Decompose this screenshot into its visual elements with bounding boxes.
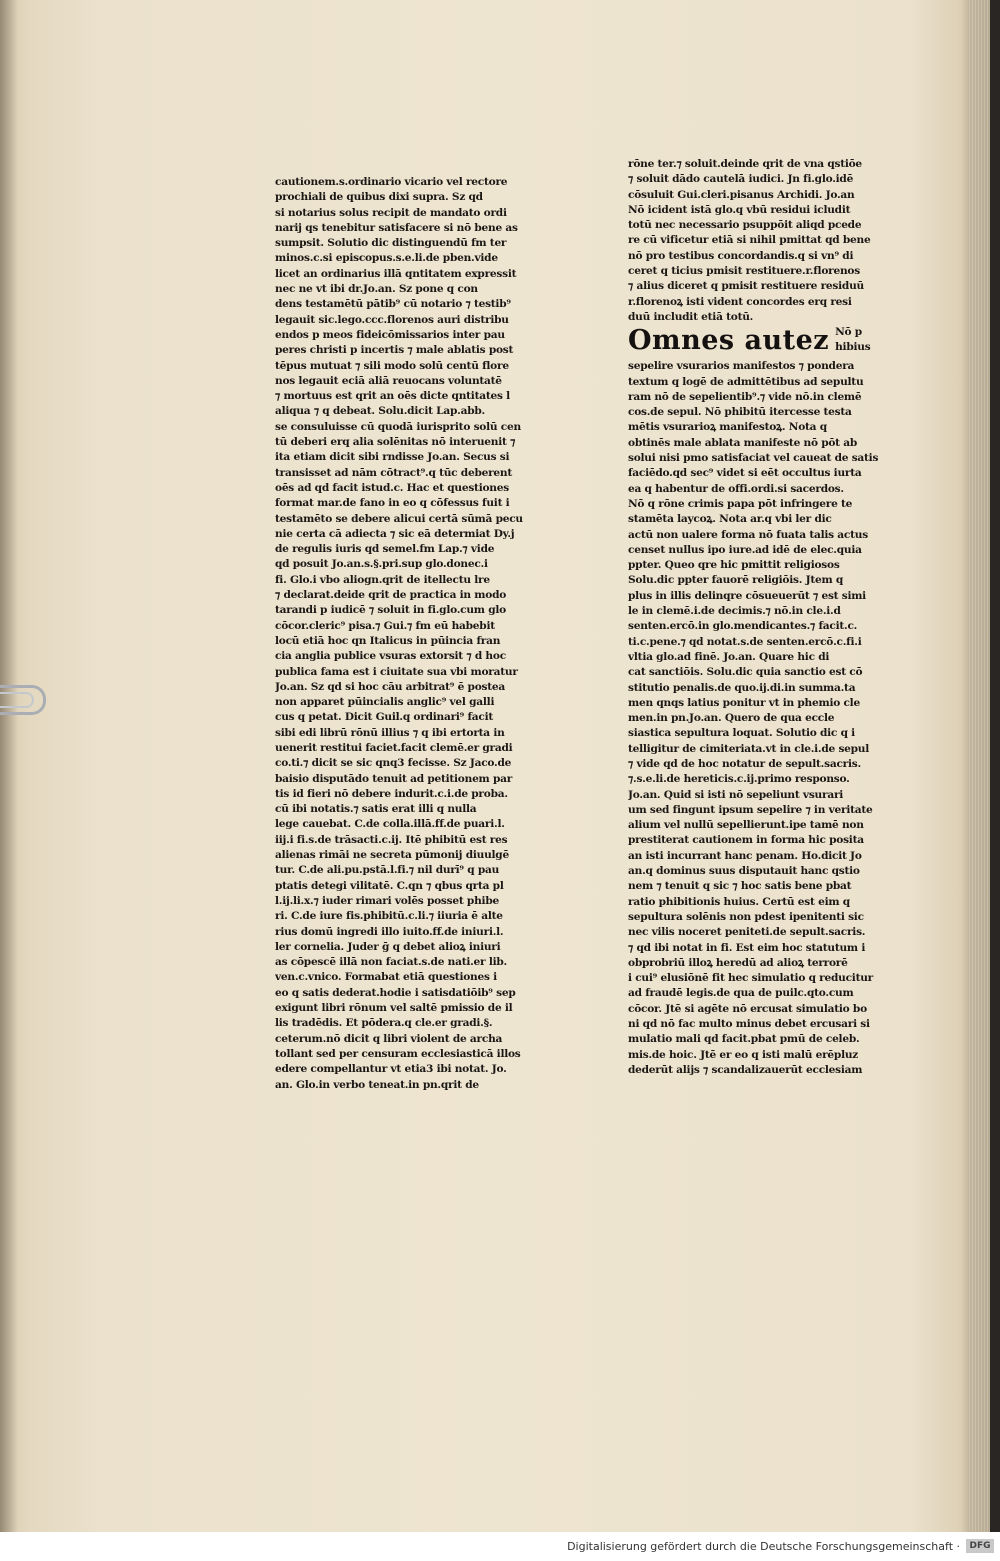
text-line: men.in pn.Jo.an. Quero de qua eccle <box>628 712 835 725</box>
dfg-logo: DFG <box>966 1539 994 1553</box>
text-line: sumpsit. Solutio dic distinguendū fm ter <box>275 237 507 250</box>
text-line: ⁊ mortuus est qrit an oēs dicte qntitates l <box>275 390 510 403</box>
text-line: aliqua ⁊ q debeat. Solu.dicit Lap.abb. <box>275 405 485 418</box>
text-line: alium vel nullū sepellierunt.ipe tamē non <box>628 819 864 832</box>
text-line: obtinēs male ablata manifeste nō pōt ab <box>628 436 858 449</box>
text-line: tū deberi erq alia solēnitas nō interuenit ⁊ <box>275 436 516 449</box>
text-line: nie certa cā adiecta ⁊ sic eā determiat Dy.j <box>275 527 515 540</box>
text-line: tēpus mutuat ⁊ sili modo solū centū flore <box>275 359 509 372</box>
right-column-bottom-block <box>628 359 883 1078</box>
text-line: de regulis iuris qd semel.fm Lap.⁊ vide <box>275 543 495 556</box>
right-text-column <box>628 157 883 1078</box>
text-line: telligitur de cimiteriata.vt in cle.i.de sepul <box>628 742 870 755</box>
text-line: textum q logē de admittētibus ad sepultu <box>628 375 864 388</box>
section-heading: Omnes autez <box>628 325 830 357</box>
text-line: endos p meos fideicōmissarios inter pau <box>275 328 505 341</box>
text-line: nec vilis noceret peniteti.de sepult.sacris. <box>628 926 866 939</box>
text-line: ceret q ticius pmisit restituere.r.florenos <box>628 265 860 278</box>
footer-bar <box>0 1532 1000 1561</box>
text-line: si notarius solus recipit de mandato ordi <box>275 206 507 219</box>
text-line: edere compellantur vt etia3 ibi notat. Jo. <box>275 1063 507 1076</box>
text-line: l.ij.li.x.⁊ iuder rimari volēs posset phibe <box>275 894 499 907</box>
text-line: dederūt alijs ⁊ scandalizauerūt ecclesiam <box>628 1063 863 1076</box>
text-line: cōcor.cleric⁹ pisa.⁊ Gui.⁊ fm eū habebit <box>275 619 495 632</box>
page-edge <box>968 0 990 1532</box>
text-line: cat sanctiōis. Solu.dic quia sanctio est cō <box>628 666 863 679</box>
text-line: Jo.an. Quid si isti nō sepeliunt vsurari <box>628 788 844 801</box>
text-line: r.florenoꝝ isti vident concordes erq resi <box>628 295 852 308</box>
text-line: ri. C.de iure fis.phibitū.c.li.⁊ iiuria ē alte <box>275 910 503 923</box>
text-line: fi. Glo.i vbo aliogn.qrit de itellectu lre <box>275 573 490 586</box>
text-line: ni qd nō fac multo minus debet ercusari si <box>628 1018 870 1031</box>
text-line: exigunt libri rōnum vel saltē pmissio de il <box>275 1002 513 1015</box>
text-line: ven.c.vnico. Formabat etiā questiones i <box>275 971 497 984</box>
text-line: tollant sed per censuram ecclesiasticā illos <box>275 1047 521 1060</box>
text-line: mis.de hoic. Jtē er eo q isti malū erēpluz <box>628 1048 859 1061</box>
text-line: um sed fingunt ipsum sepelire ⁊ in veritate <box>628 803 873 816</box>
text-line: solui nisi pmo satisfaciat vel caueat de satis <box>628 452 879 465</box>
text-line: format mar.de fano in eo q cōfessus fuit i <box>275 497 510 510</box>
text-line: transisset ad nām cōtract⁹.q tūc deberent <box>275 466 513 479</box>
text-line: prochiali de quibus dixi supra. Sz qd <box>275 191 483 204</box>
text-line: nos legauit eciā aliā reuocans voluntatē <box>275 374 502 387</box>
text-line: oēs ad qd facit istud.c. Hac et questiones <box>275 481 509 494</box>
text-line: lis tradēdis. Et pōdera.q cle.er gradi.§. <box>275 1017 493 1030</box>
text-line: tis id fieri nō debere indurit.c.i.de proba. <box>275 787 508 800</box>
text-line: testamēto se debere alicui certā sūmā pecu <box>275 512 523 525</box>
text-line: cos.de sepul. Nō phibitū itercesse testa <box>628 406 852 419</box>
text-line: ram nō de sepelientib⁹.⁊ vide nō.in clemē <box>628 390 862 403</box>
text-line: publica fama est i ciuitate sua vbi moratur <box>275 665 518 678</box>
text-line: prestiterat cautionem in forma hic posita <box>628 834 864 847</box>
text-line: senten.ercō.in glo.mendicantes.⁊ facit.c. <box>628 620 858 633</box>
text-line: tarandi p iudicē ⁊ soluit in fi.glo.cum glo <box>275 604 506 617</box>
text-line: cōsuluit Gui.cleri.pisanus Archidi. Jo.an <box>628 188 855 201</box>
text-line: ⁊ qd ibi notat in fi. Est eim hoc statutum i <box>628 941 866 954</box>
text-line: totū nec necessario psuppōit aliqd pcede <box>628 219 862 232</box>
text-line: uenerit restitui faciet.facit clemē.er gradi <box>275 741 513 754</box>
text-line: mulatio mali qd facit.pbat pmū de celeb. <box>628 1033 860 1046</box>
right-column-top-block <box>628 157 883 325</box>
heading-side-line: Nō p <box>835 326 862 339</box>
text-line: ita etiam dicit sibi rndisse Jo.an. Secus si <box>275 451 510 464</box>
text-line: ti.c.pene.⁊ qd notat.s.de senten.ercō.c.fi.i <box>628 635 862 648</box>
text-line: nem ⁊ tenuit q sic ⁊ hoc satis bene pbat <box>628 880 852 893</box>
text-line: nec ne vt ibi dr.Jo.an. Sz pone q con <box>275 283 478 296</box>
text-line: sepelire vsurarios manifestos ⁊ pondera <box>628 360 855 373</box>
text-line: baisio disputādo tenuit ad petitionem par <box>275 772 513 785</box>
text-line: Nō q rōne crimis papa pōt infringere te <box>628 497 853 510</box>
text-line: tur. C.de ali.pu.pstā.l.fi.⁊ nil durī⁹ q pau <box>275 864 500 877</box>
text-line: non apparet pūincialis anglic⁹ vel galli <box>275 696 495 709</box>
text-line: stamēta laycoꝝ. Nota ar.q vbi ler dic <box>628 513 832 526</box>
text-line: dens testamētū pātib⁹ cū notario ⁊ testib⁹ <box>275 298 511 311</box>
text-line: co.ti.⁊ dicit se sic qnq3 fecisse. Sz Jaco.de <box>275 757 512 770</box>
text-line: rōne ter.⁊ soluit.deinde qrit de vna qstiōe <box>628 158 862 170</box>
text-line: ratio phibitionis huius. Certū est eim q <box>628 895 850 908</box>
text-line: Nō icident istā glo.q vbū residui icludit <box>628 203 851 216</box>
text-line: cū ibi notatis.⁊ satis erat illi q nulla <box>275 803 477 816</box>
text-line: licet an ordinarius illā qntitatem expressit <box>275 267 517 280</box>
text-line: as cōpescē illā non faciat.s.de nati.er lib. <box>275 956 507 969</box>
text-line: ⁊ soluit dādo cautelā iudici. Jn fi.glo.idē <box>628 173 854 186</box>
left-text-column <box>275 175 543 1093</box>
text-line: minos.c.si episcopus.s.e.li.de pben.vide <box>275 252 498 265</box>
text-line: sepultura solēnis non pdest ipenitenti sic <box>628 910 864 923</box>
text-line: Solu.dic ppter fauorē religiōis. Jtem q <box>628 574 844 587</box>
text-line: cautionem.s.ordinario vicario vel rectore <box>275 176 508 188</box>
paper-clip-inner <box>0 692 34 708</box>
text-line: le in clemē.i.de decimis.⁊ nō.in cle.i.d <box>628 605 841 618</box>
text-line: Jo.an. Sz qd si hoc cāu arbitrat⁹ ē postea <box>275 680 505 693</box>
text-line: ad fraudē legis.de qua de puilc.qto.cum <box>628 987 854 1000</box>
heading-side-line: hibius <box>835 341 871 354</box>
text-line: ptatis detegi vilitatē. C.qn ⁊ qbus qrta pl <box>275 879 504 892</box>
text-line: ⁊ vide qd de hoc notatur de sepult.sacris. <box>628 757 861 770</box>
text-line: ea q habentur de offi.ordi.si sacerdos. <box>628 482 844 495</box>
text-line: legauit sic.lego.ccc.florenos auri distribu <box>275 313 509 326</box>
text-line: faciēdo.qd sec⁹ videt si eēt occultus iurta <box>628 467 862 480</box>
text-line: ⁊ declarat.deide qrit de practica in modo <box>275 589 507 602</box>
text-line: an. Glo.in verbo teneat.in pn.qrit de <box>275 1078 479 1091</box>
gutter-shadow <box>0 0 18 1532</box>
text-line: se consuluisse cū quodā iurisprito solū cen <box>275 420 521 433</box>
text-line: cōcor. Jtē si agēte nō ercusat simulatio bo <box>628 1002 867 1015</box>
text-line: rius domū ingredi illo iuito.ff.de iniuri.l. <box>275 925 504 938</box>
text-line: censet nullus ipo iure.ad idē de elec.quia <box>628 543 862 556</box>
text-line: ler cornelia. Juder ḡ q debet alioꝝ iniuri <box>275 940 501 953</box>
text-line: lege cauebat. C.de colla.illā.ff.de puari.l. <box>275 818 505 831</box>
text-line: vltia glo.ad finē. Jo.an. Quare hic di <box>628 650 830 663</box>
text-line: sibi edi librū rōnū illius ⁊ q ibi ertorta in <box>275 726 505 739</box>
text-line: an.q dominus suus disputauit hanc qstio <box>628 865 860 878</box>
text-line: ceterum.nō dicit q libri violent de archa <box>275 1032 503 1045</box>
text-line: stitutio penalis.de quo.ij.di.in summa.ta <box>628 681 856 694</box>
text-line: re cū vificetur etiā si nihil pmittat qd bene <box>628 234 871 247</box>
text-line: ⁊ alius diceret q pmisit restituere residuū <box>628 280 864 293</box>
text-line: iij.i fi.s.de trāsacti.c.ij. Itē phibitū est res <box>275 833 508 846</box>
text-line: narij qs tenebitur satisfacere si nō bene as <box>275 221 518 234</box>
footer-credit: Digitalisierung gefördert durch die Deutsche Forschungsgemeinschaft · <box>567 1540 960 1553</box>
text-line: mētis vsurarioꝝ manifestoꝝ. Nota q <box>628 421 827 434</box>
text-line: qd posuit Jo.an.s.§.pri.sup glo.donec.i <box>275 558 488 571</box>
text-line: alienas rimāi ne secreta pūmonij diuulgē <box>275 849 509 862</box>
text-line: ppter. Queo qre hic pmittit religiosos <box>628 559 840 572</box>
text-line: i cui⁹ elusiōnē fit hec simulatio q reducitur <box>628 972 874 985</box>
text-line: cia anglia publice vsuras extorsit ⁊ d hoc <box>275 650 506 663</box>
text-line: nō pro testibus concordandis.q si vn⁹ di <box>628 249 854 262</box>
text-line: siastica sepultura loquat. Solutio dic q i <box>628 727 855 740</box>
text-line: plus in illis delinqre cōsueuerūt ⁊ est simi <box>628 589 866 602</box>
text-line: men qnqs latius ponitur vt in phemio cle <box>628 696 860 709</box>
text-line: eo q satis dederat.hodie i satisdatiōib⁹ sep <box>275 986 516 999</box>
heading-side-note <box>835 325 870 355</box>
text-line: cus q petat. Dicit Guil.q ordinari⁹ facit <box>275 711 494 724</box>
section-heading-row <box>628 325 883 359</box>
text-line: peres christi p incertis ⁊ male ablatis post <box>275 344 514 357</box>
text-line: an isti incurrant hanc penam. Ho.dicit Jo <box>628 849 862 862</box>
text-line: locū etiā hoc qn Italicus in pūincia fran <box>275 634 501 647</box>
text-line: duū includit etiā totū. <box>628 310 754 323</box>
text-line: obprobriū illoꝝ heredū ad alioꝝ terrorē <box>628 956 848 969</box>
text-line: actū non ualere forma nō fuata talis actus <box>628 528 868 541</box>
text-line: ⁊.s.e.li.de hereticis.c.ij.primo responso. <box>628 773 850 786</box>
